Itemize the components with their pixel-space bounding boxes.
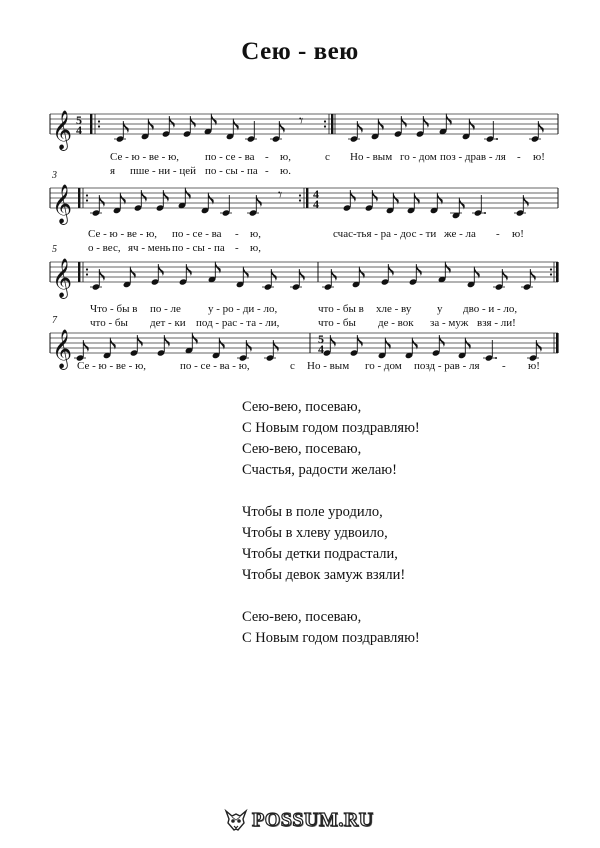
note-flag [169, 116, 174, 128]
sheet-music-score [0, 0, 600, 400]
note-flag [164, 335, 169, 347]
lyric-syllable: по - се - ва - ю, [180, 360, 250, 372]
lyric-syllable: дво - и - ло, [463, 303, 518, 315]
note-flag [423, 116, 428, 128]
site-logo[interactable] [224, 808, 374, 832]
lyric-syllable: яч - мень [128, 242, 171, 254]
lyric-syllable: го - дом [400, 151, 437, 163]
lyric-syllable: взя - ли! [477, 317, 516, 329]
lyric-syllable: по - ле [150, 303, 181, 315]
measure-number: 3 [52, 170, 57, 181]
lyric-syllable: за - муж [430, 317, 469, 329]
poem-line: С Новым годом поздравляю! [242, 420, 420, 436]
repeat-dot [86, 199, 88, 201]
repeat-dot [98, 120, 100, 122]
poem-text [242, 397, 420, 670]
lyric-syllable: по - сы - па [205, 165, 258, 177]
lyric-syllable: - [502, 360, 506, 372]
lyric-syllable: - [265, 151, 269, 163]
note-flag [502, 269, 507, 281]
lyric-syllable: го - дом [365, 360, 402, 372]
stanza-3 [242, 607, 420, 649]
repeat-dot [299, 199, 301, 201]
poem-line: Сею-вею, посеваю, [242, 441, 362, 457]
time-signature-denominator: 4 [318, 342, 324, 356]
lyric-syllable: Се - ю - ве - ю, [88, 228, 158, 240]
note-flag [163, 190, 168, 202]
poem-line: Чтобы в хлеву удвоило, [242, 525, 388, 541]
repeat-thick-bar [90, 114, 92, 134]
note-flag [273, 340, 278, 352]
lyric-syllable: - [265, 165, 269, 177]
time-signature-numerator: 5 [318, 332, 324, 346]
measure-number: 7 [52, 315, 57, 326]
note-flag [256, 195, 261, 207]
lyric-syllable: позд - рав - ля [414, 360, 480, 372]
lyric-syllable: по - се - ва [205, 151, 255, 163]
repeat-dot [550, 273, 552, 275]
possum-head-icon [224, 808, 248, 832]
lyric-syllable: Но - вым [350, 151, 393, 163]
poem-line: С Новым годом поздравляю! [242, 630, 420, 646]
poem-line: Чтобы детки подрастали, [242, 546, 398, 562]
repeat-thick-bar [331, 114, 333, 134]
note-flag [439, 335, 444, 347]
lyric-syllable: дет - ки [150, 317, 186, 329]
repeat-dot [550, 268, 552, 270]
lyric-syllable: де - вок [378, 317, 414, 329]
poem-line: Счастья, радости желаю! [242, 462, 397, 478]
note-flag [331, 269, 336, 281]
final-barline [556, 333, 559, 353]
lyric-syllable: ю, [280, 151, 291, 163]
repeat-dot [98, 125, 100, 127]
note-flag [536, 340, 541, 352]
lyric-syllable: счас-тья - ра - дос - ти [333, 228, 437, 240]
note-flag [299, 269, 304, 281]
lyric-syllable: - [235, 228, 239, 240]
lyric-syllable: - [235, 242, 239, 254]
lyric-syllable: Се - ю - ве - ю, [110, 151, 180, 163]
note-flag [137, 335, 142, 347]
note-flag [99, 195, 104, 207]
lyric-syllable: же - ла [444, 228, 476, 240]
lyric-syllable: пше - ни - цей [130, 165, 196, 177]
lyric-syllable: Что - бы в [90, 303, 138, 315]
lyric-syllable: ю. [280, 165, 291, 177]
note-flag [523, 195, 528, 207]
repeat-dot [86, 273, 88, 275]
time-signature-denominator: 4 [313, 197, 319, 211]
stanza-1 [242, 397, 420, 481]
note-flag [357, 335, 362, 347]
note-flag [350, 190, 355, 202]
lyric-syllable: что - бы [90, 317, 128, 329]
poem-line: Чтобы в поле уродило, [242, 504, 383, 520]
note-flag [279, 121, 284, 133]
lyric-syllable: у - ро - ди - ло, [208, 303, 278, 315]
lyric-syllable: поз - драв - ля [440, 151, 506, 163]
treble-clef-icon: 𝄞 [52, 184, 73, 224]
measure-number: 5 [52, 244, 57, 255]
note-flag [416, 264, 421, 276]
note-flag [190, 116, 195, 128]
repeat-thick-bar [78, 262, 80, 282]
note-flag [357, 121, 362, 133]
stanza-2 [242, 502, 420, 586]
poem-line: Чтобы девок замуж взяли! [242, 567, 406, 583]
lyric-syllable: с [325, 151, 330, 163]
lyric-syllable: хле - ву [376, 303, 412, 315]
lyric-syllable: о - вес, [88, 242, 121, 254]
augmentation-dot [495, 357, 497, 359]
note-flag [530, 269, 535, 281]
lyric-syllable: у [437, 303, 443, 315]
song-title: Сею - вею [241, 38, 359, 65]
time-signature-numerator: 4 [313, 187, 319, 201]
note-flag [99, 269, 104, 281]
repeat-thick-bar [78, 188, 80, 208]
poem-line: Сею-вею, посеваю, [242, 609, 362, 625]
lyric-syllable: - [517, 151, 521, 163]
note-flag [372, 190, 377, 202]
lyric-syllable: что - бы в [318, 303, 364, 315]
treble-clef-icon: 𝄞 [52, 329, 73, 369]
lyric-syllable: ю, [250, 228, 261, 240]
lyric-syllable: - [496, 228, 500, 240]
lyric-syllable: ю! [528, 360, 540, 372]
lyric-syllable: ю, [250, 242, 261, 254]
lyric-syllable: Се - ю - ве - ю, [77, 360, 147, 372]
lyric-syllable: Но - вым [307, 360, 350, 372]
note-flag [186, 264, 191, 276]
note-flag [158, 264, 163, 276]
note-flag [141, 190, 146, 202]
lyric-syllable: под - рас - та - ли, [196, 317, 280, 329]
note-flag [246, 340, 251, 352]
augmentation-dot [484, 212, 486, 214]
lyric-syllable: я [110, 165, 116, 177]
repeat-thick-bar [306, 188, 308, 208]
note-flag [388, 264, 393, 276]
time-signature-denominator: 4 [76, 123, 82, 137]
lyric-syllable: ю! [512, 228, 524, 240]
final-barline [556, 262, 559, 282]
treble-clef-icon: 𝄞 [52, 110, 73, 150]
repeat-dot [324, 125, 326, 127]
augmentation-dot [496, 138, 498, 140]
note-flag [271, 269, 276, 281]
treble-clef-icon: 𝄞 [52, 258, 73, 298]
lyric-syllable: по - се - ва [172, 228, 222, 240]
repeat-dot [299, 194, 301, 196]
eighth-rest-icon: 𝄾 [299, 111, 304, 130]
lyric-syllable: ю! [533, 151, 545, 163]
eighth-rest-icon: 𝄾 [278, 185, 283, 204]
note-flag [401, 116, 406, 128]
note-flag [123, 121, 128, 133]
poem-line: Сею-вею, посеваю, [242, 399, 362, 415]
lyric-syllable: с [290, 360, 295, 372]
repeat-dot [86, 194, 88, 196]
lyric-syllable: по - сы - па [172, 242, 225, 254]
repeat-dot [86, 268, 88, 270]
lyric-syllable: что - бы [318, 317, 356, 329]
logo-text: POSSUM.RU [252, 808, 374, 831]
note-flag [330, 335, 335, 347]
note-flag [538, 121, 543, 133]
time-signature-numerator: 5 [76, 113, 82, 127]
repeat-dot [324, 120, 326, 122]
note-flag [83, 340, 88, 352]
